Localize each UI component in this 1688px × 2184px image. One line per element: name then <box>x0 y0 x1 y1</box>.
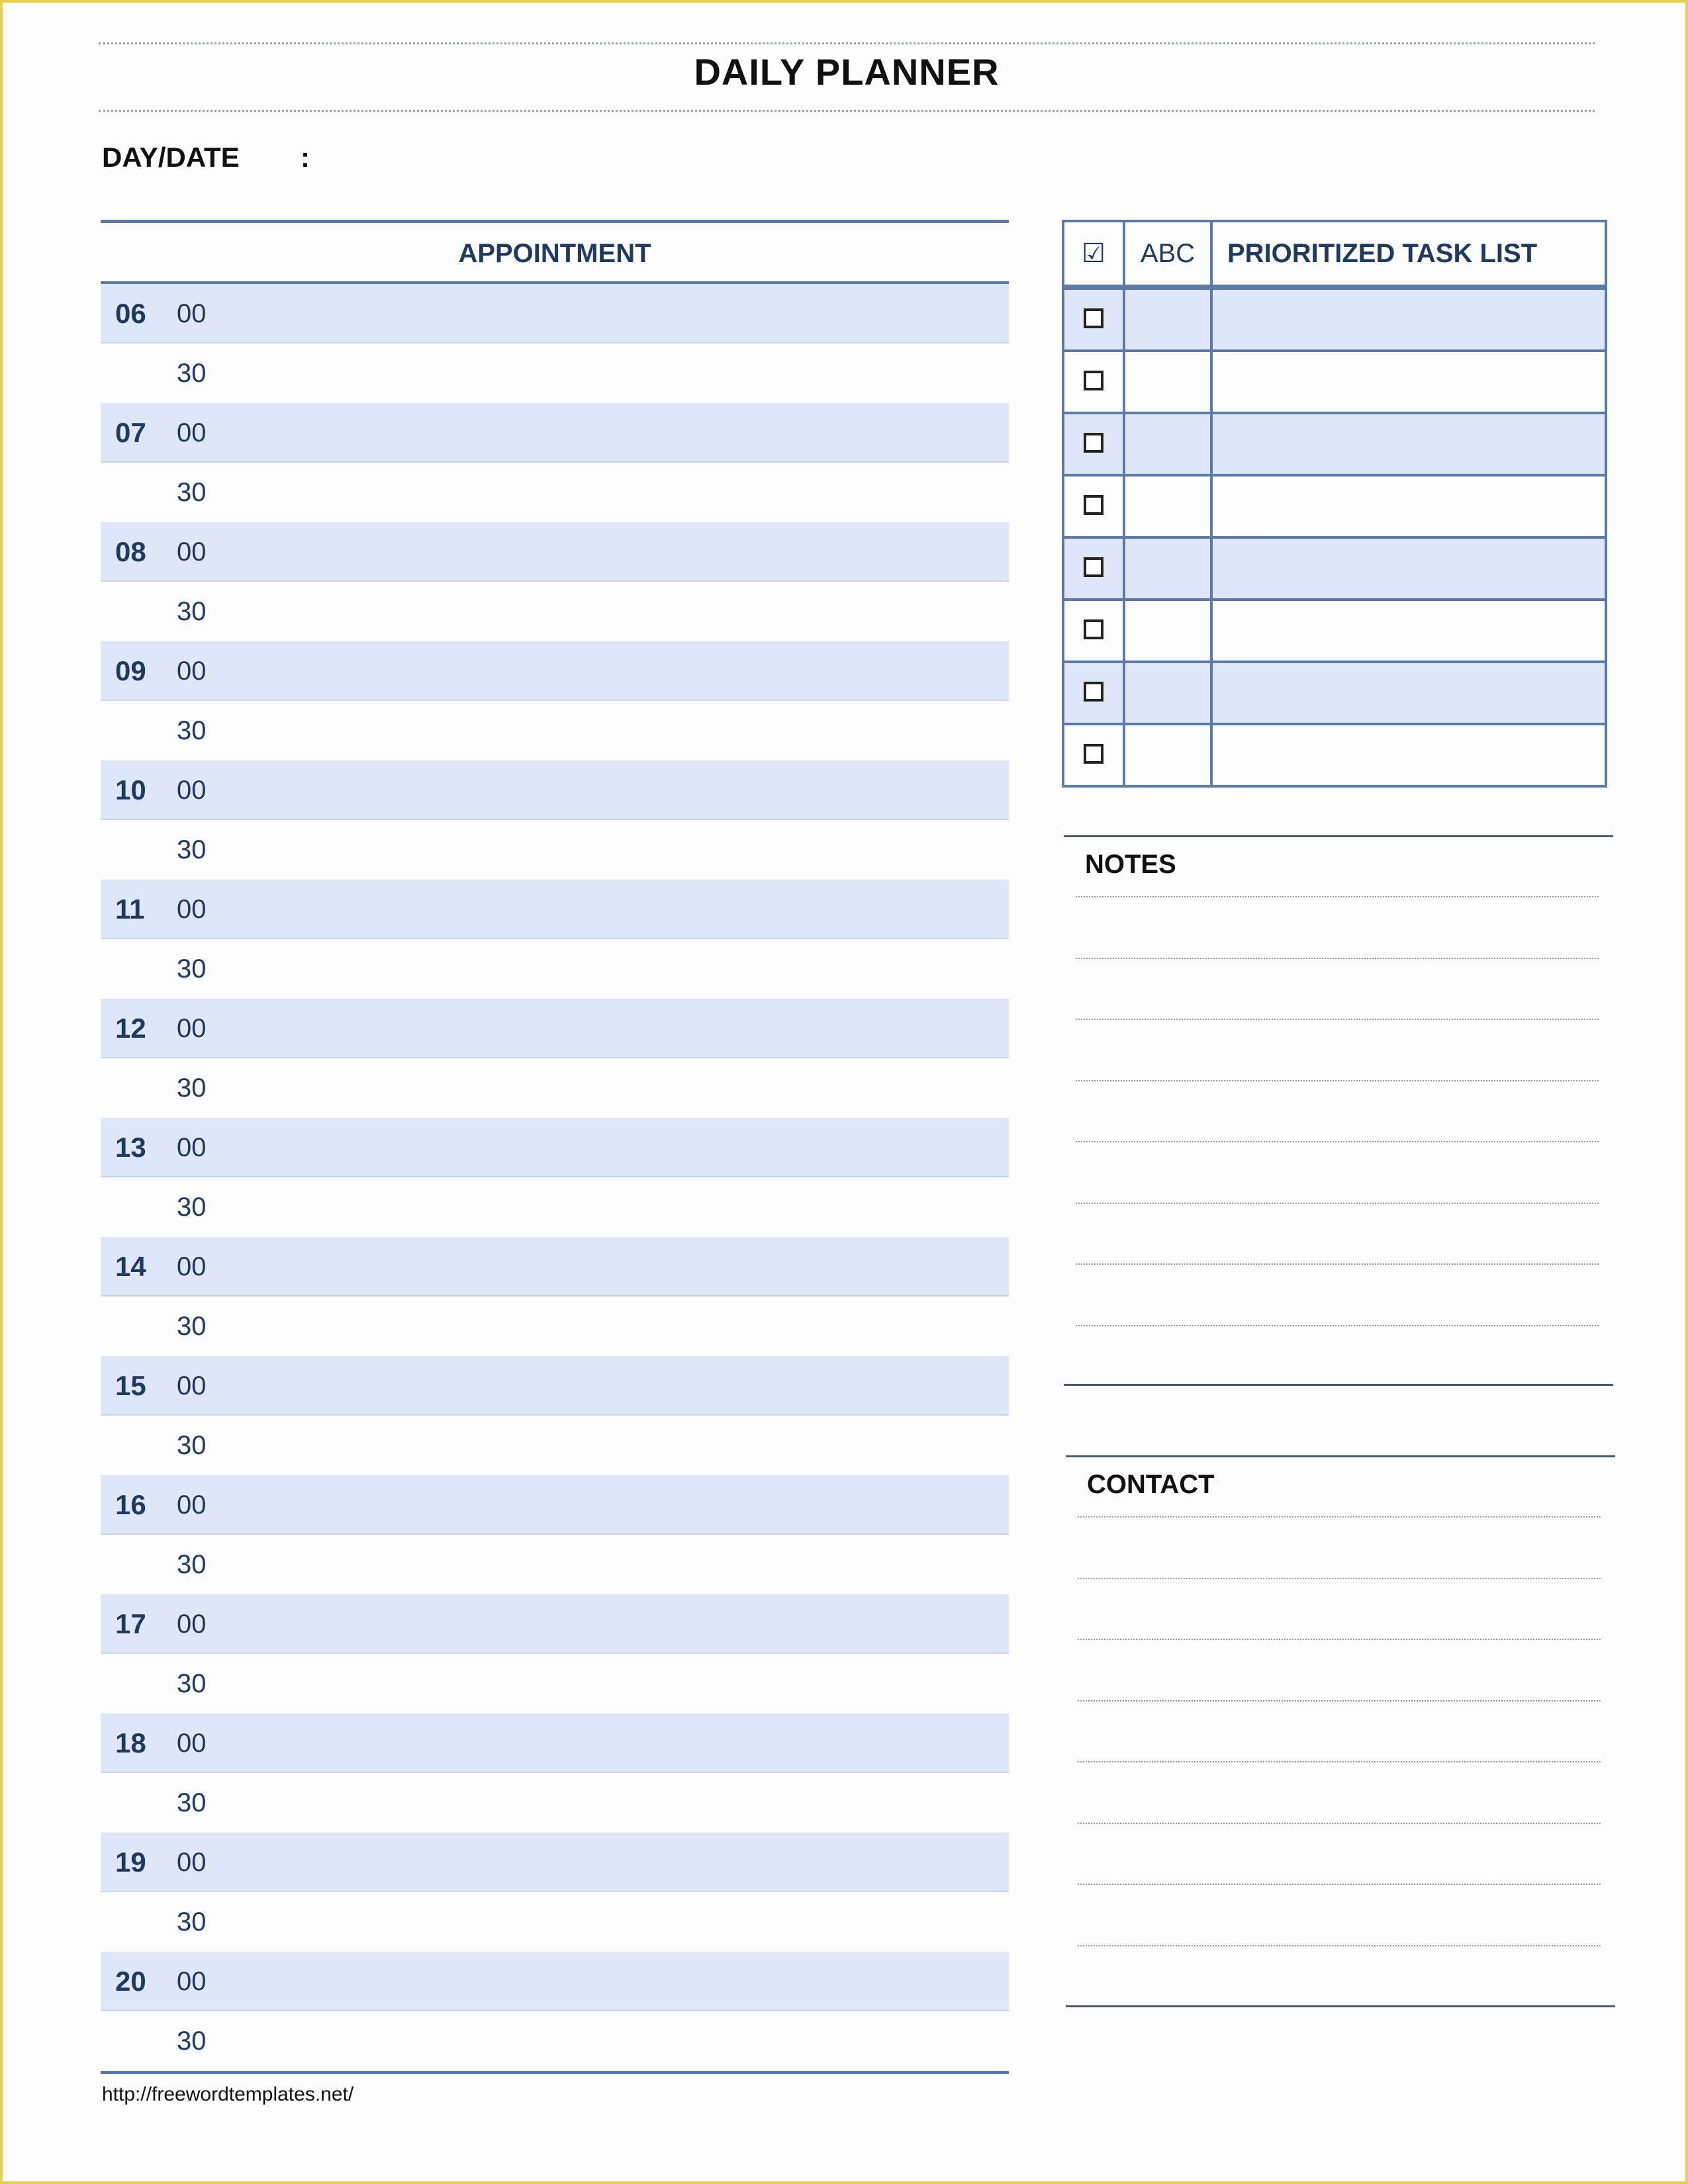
slot-minute: 30 <box>177 1431 207 1460</box>
appointment-slots <box>101 284 1009 2071</box>
slot-minute: 30 <box>177 1669 207 1698</box>
slot-minute: 00 <box>177 1371 207 1400</box>
slot-hour: 07 <box>115 417 146 448</box>
slot-minute: 30 <box>177 954 207 983</box>
notes-title: NOTES <box>1085 850 1176 879</box>
slot-hour: 16 <box>115 1489 146 1520</box>
task-priority-cell <box>1124 287 1211 351</box>
notes-line[interactable] <box>1076 1203 1599 1204</box>
contact-line[interactable] <box>1078 1945 1601 1946</box>
appointment-slot[interactable] <box>101 343 1009 403</box>
slot-minute: 00 <box>177 1610 207 1639</box>
notes-line[interactable] <box>1076 1325 1599 1326</box>
appointment-header: APPOINTMENT <box>101 223 1009 284</box>
contact-line[interactable] <box>1078 1639 1601 1640</box>
appointment-slot[interactable] <box>101 582 1009 641</box>
task-priority-cell <box>1124 662 1211 724</box>
notes-line[interactable] <box>1076 1141 1599 1142</box>
slot-hour: 17 <box>115 1608 146 1639</box>
task-text-cell <box>1211 537 1606 600</box>
contact-section <box>1066 1455 1615 2006</box>
appointment-slot[interactable] <box>101 939 1009 999</box>
slot-minute: 30 <box>177 835 207 864</box>
slot-minute: 30 <box>177 597 207 626</box>
slot-minute: 00 <box>177 537 207 567</box>
task-priority-cell <box>1124 413 1211 475</box>
contact-line[interactable] <box>1078 1884 1601 1885</box>
notes-rule-bottom <box>1064 1384 1613 1386</box>
task-table <box>1062 220 1607 788</box>
task-row <box>1063 475 1606 537</box>
slot-minute: 00 <box>177 1729 207 1758</box>
task-checkbox[interactable] <box>1084 371 1103 390</box>
appointment-slot[interactable] <box>101 1475 1009 1535</box>
notes-line[interactable] <box>1076 958 1599 959</box>
task-check-cell <box>1063 724 1124 786</box>
slot-minute: 30 <box>177 359 207 388</box>
appointment-slot[interactable] <box>101 403 1009 463</box>
task-row <box>1063 724 1606 786</box>
slot-hour: 12 <box>115 1013 146 1044</box>
notes-line[interactable] <box>1076 1263 1599 1265</box>
day-date-separator: : <box>301 142 310 173</box>
contact-line[interactable] <box>1078 1823 1601 1824</box>
task-text-input[interactable] <box>1213 414 1605 474</box>
task-check-cell <box>1063 287 1124 351</box>
slot-hour: 11 <box>115 893 145 925</box>
task-row <box>1063 413 1606 475</box>
task-priority-input[interactable] <box>1125 477 1210 536</box>
contact-title: CONTACT <box>1087 1470 1215 1499</box>
task-text-input[interactable] <box>1213 352 1605 412</box>
appointment-slot[interactable] <box>101 1297 1009 1356</box>
task-priority-input[interactable] <box>1125 290 1210 349</box>
slot-minute: 00 <box>177 1848 207 1877</box>
appointment-slot[interactable] <box>101 1058 1009 1118</box>
appointment-section <box>101 220 1009 2074</box>
task-priority-input[interactable] <box>1125 352 1210 412</box>
day-date-field[interactable] <box>320 135 919 176</box>
task-text-input[interactable] <box>1213 663 1605 723</box>
slot-minute: 30 <box>177 1193 207 1222</box>
appointment-slot[interactable] <box>101 1118 1009 1177</box>
slot-hour: 18 <box>115 1727 146 1758</box>
slot-minute: 30 <box>177 2026 207 2056</box>
notes-rule-top <box>1064 835 1613 837</box>
slot-minute: 00 <box>177 418 207 447</box>
appointment-slot[interactable] <box>101 999 1009 1058</box>
slot-minute: 30 <box>177 1073 207 1103</box>
notes-line[interactable] <box>1076 1080 1599 1081</box>
appointment-slot[interactable] <box>101 463 1009 522</box>
slot-hour: 10 <box>115 774 146 805</box>
slot-minute: 00 <box>177 776 207 805</box>
appointment-slot[interactable] <box>101 2011 1009 2071</box>
task-checkbox[interactable] <box>1084 619 1103 639</box>
slot-minute: 30 <box>177 1788 207 1817</box>
title-rule-bottom <box>99 110 1595 112</box>
notes-section <box>1064 835 1613 1385</box>
slot-minute: 00 <box>177 895 207 924</box>
appointment-slot[interactable] <box>101 1416 1009 1475</box>
task-priority-cell <box>1124 351 1211 413</box>
slot-hour: 15 <box>115 1370 146 1401</box>
appointment-slot[interactable] <box>101 284 1009 343</box>
appointment-slot[interactable] <box>101 1654 1009 1713</box>
contact-line[interactable] <box>1078 1516 1601 1518</box>
slot-minute: 00 <box>177 1490 207 1520</box>
notes-line[interactable] <box>1076 1019 1599 1020</box>
slot-hour: 06 <box>115 298 146 329</box>
appointment-slot[interactable] <box>101 1833 1009 1892</box>
task-priority-input[interactable] <box>1125 539 1210 598</box>
slot-minute: 30 <box>177 1907 207 1936</box>
task-row <box>1063 351 1606 413</box>
appointment-slot[interactable] <box>101 760 1009 820</box>
task-text-input[interactable] <box>1213 725 1605 785</box>
task-priority-input[interactable] <box>1125 725 1210 785</box>
notes-line[interactable] <box>1076 896 1599 897</box>
slot-minute: 00 <box>177 1133 207 1162</box>
task-text-cell <box>1211 287 1606 351</box>
contact-line[interactable] <box>1078 1578 1601 1579</box>
slot-minute: 00 <box>177 1014 207 1043</box>
task-text-cell <box>1211 600 1606 662</box>
slot-minute: 30 <box>177 1312 207 1341</box>
task-text-cell <box>1211 475 1606 537</box>
task-priority-cell <box>1124 600 1211 662</box>
task-row <box>1063 662 1606 724</box>
slot-hour: 13 <box>115 1132 146 1163</box>
slot-minute: 30 <box>177 716 207 745</box>
slot-hour: 19 <box>115 1846 146 1878</box>
appointment-slot[interactable] <box>101 641 1009 701</box>
appointment-slot[interactable] <box>101 1713 1009 1773</box>
contact-line[interactable] <box>1078 1761 1601 1762</box>
task-check-cell <box>1063 475 1124 537</box>
task-check-cell <box>1063 662 1124 724</box>
task-check-cell <box>1063 413 1124 475</box>
task-checkbox[interactable] <box>1084 495 1103 515</box>
slot-hour: 09 <box>115 655 146 686</box>
slot-minute: 30 <box>177 478 207 507</box>
task-row <box>1063 287 1606 351</box>
task-checkbox[interactable] <box>1084 744 1103 764</box>
slot-minute: 30 <box>177 1550 207 1579</box>
appointment-slot[interactable] <box>101 1952 1009 2011</box>
slot-hour: 08 <box>115 536 146 567</box>
appointment-slot[interactable] <box>101 820 1009 880</box>
appointment-slot[interactable] <box>101 1237 1009 1297</box>
task-priority-cell <box>1124 537 1211 600</box>
task-check-cell <box>1063 351 1124 413</box>
slot-hour: 14 <box>115 1251 146 1282</box>
appointment-slot[interactable] <box>101 1773 1009 1833</box>
task-rows <box>1063 287 1606 786</box>
task-check-cell <box>1063 600 1124 662</box>
task-text-input[interactable] <box>1213 477 1605 536</box>
task-text-cell <box>1211 662 1606 724</box>
task-text-cell <box>1211 351 1606 413</box>
slot-minute: 00 <box>177 657 207 686</box>
appointment-slot[interactable] <box>101 1356 1009 1416</box>
task-priority-header: ABC <box>1124 221 1211 287</box>
title-rule-top <box>99 42 1595 44</box>
task-text-input[interactable] <box>1213 290 1605 349</box>
task-checkbox[interactable] <box>1084 308 1103 328</box>
task-text-cell <box>1211 413 1606 475</box>
task-checkbox[interactable] <box>1084 433 1103 453</box>
appointment-slot[interactable] <box>101 880 1009 939</box>
task-priority-cell <box>1124 724 1211 786</box>
task-text-cell <box>1211 724 1606 786</box>
task-priority-cell <box>1124 475 1211 537</box>
appointment-slot[interactable] <box>101 522 1009 582</box>
task-text-input[interactable] <box>1213 601 1605 660</box>
appointment-slot[interactable] <box>101 1177 1009 1237</box>
task-priority-input[interactable] <box>1125 601 1210 660</box>
contact-rule-top <box>1066 1455 1615 1457</box>
day-date-label: DAY/DATE <box>102 142 240 173</box>
slot-hour: 20 <box>115 1966 146 1997</box>
page-title: DAILY PLANNER <box>694 51 1000 93</box>
appointment-slot[interactable] <box>101 701 1009 760</box>
appointment-rule-bottom <box>101 2071 1009 2074</box>
task-list-title: PRIORITIZED TASK LIST <box>1211 221 1606 287</box>
footer-url: http://freewordtemplates.net/ <box>102 2083 354 2105</box>
appointment-slot[interactable] <box>101 1892 1009 1952</box>
task-check-header: ☑ <box>1063 221 1124 287</box>
slot-minute: 00 <box>177 1252 207 1281</box>
contact-rule-bottom <box>1066 2005 1615 2007</box>
contact-line[interactable] <box>1078 1700 1601 1702</box>
task-row <box>1063 537 1606 600</box>
task-text-input[interactable] <box>1213 539 1605 598</box>
task-row <box>1063 600 1606 662</box>
task-checkbox[interactable] <box>1084 557 1103 577</box>
task-checkbox[interactable] <box>1084 682 1103 702</box>
task-check-cell <box>1063 537 1124 600</box>
appointment-slot[interactable] <box>101 1535 1009 1594</box>
appointment-slot[interactable] <box>101 1594 1009 1654</box>
slot-minute: 00 <box>177 299 207 328</box>
task-priority-input[interactable] <box>1125 663 1210 723</box>
task-priority-input[interactable] <box>1125 414 1210 474</box>
slot-minute: 00 <box>177 1967 207 1996</box>
